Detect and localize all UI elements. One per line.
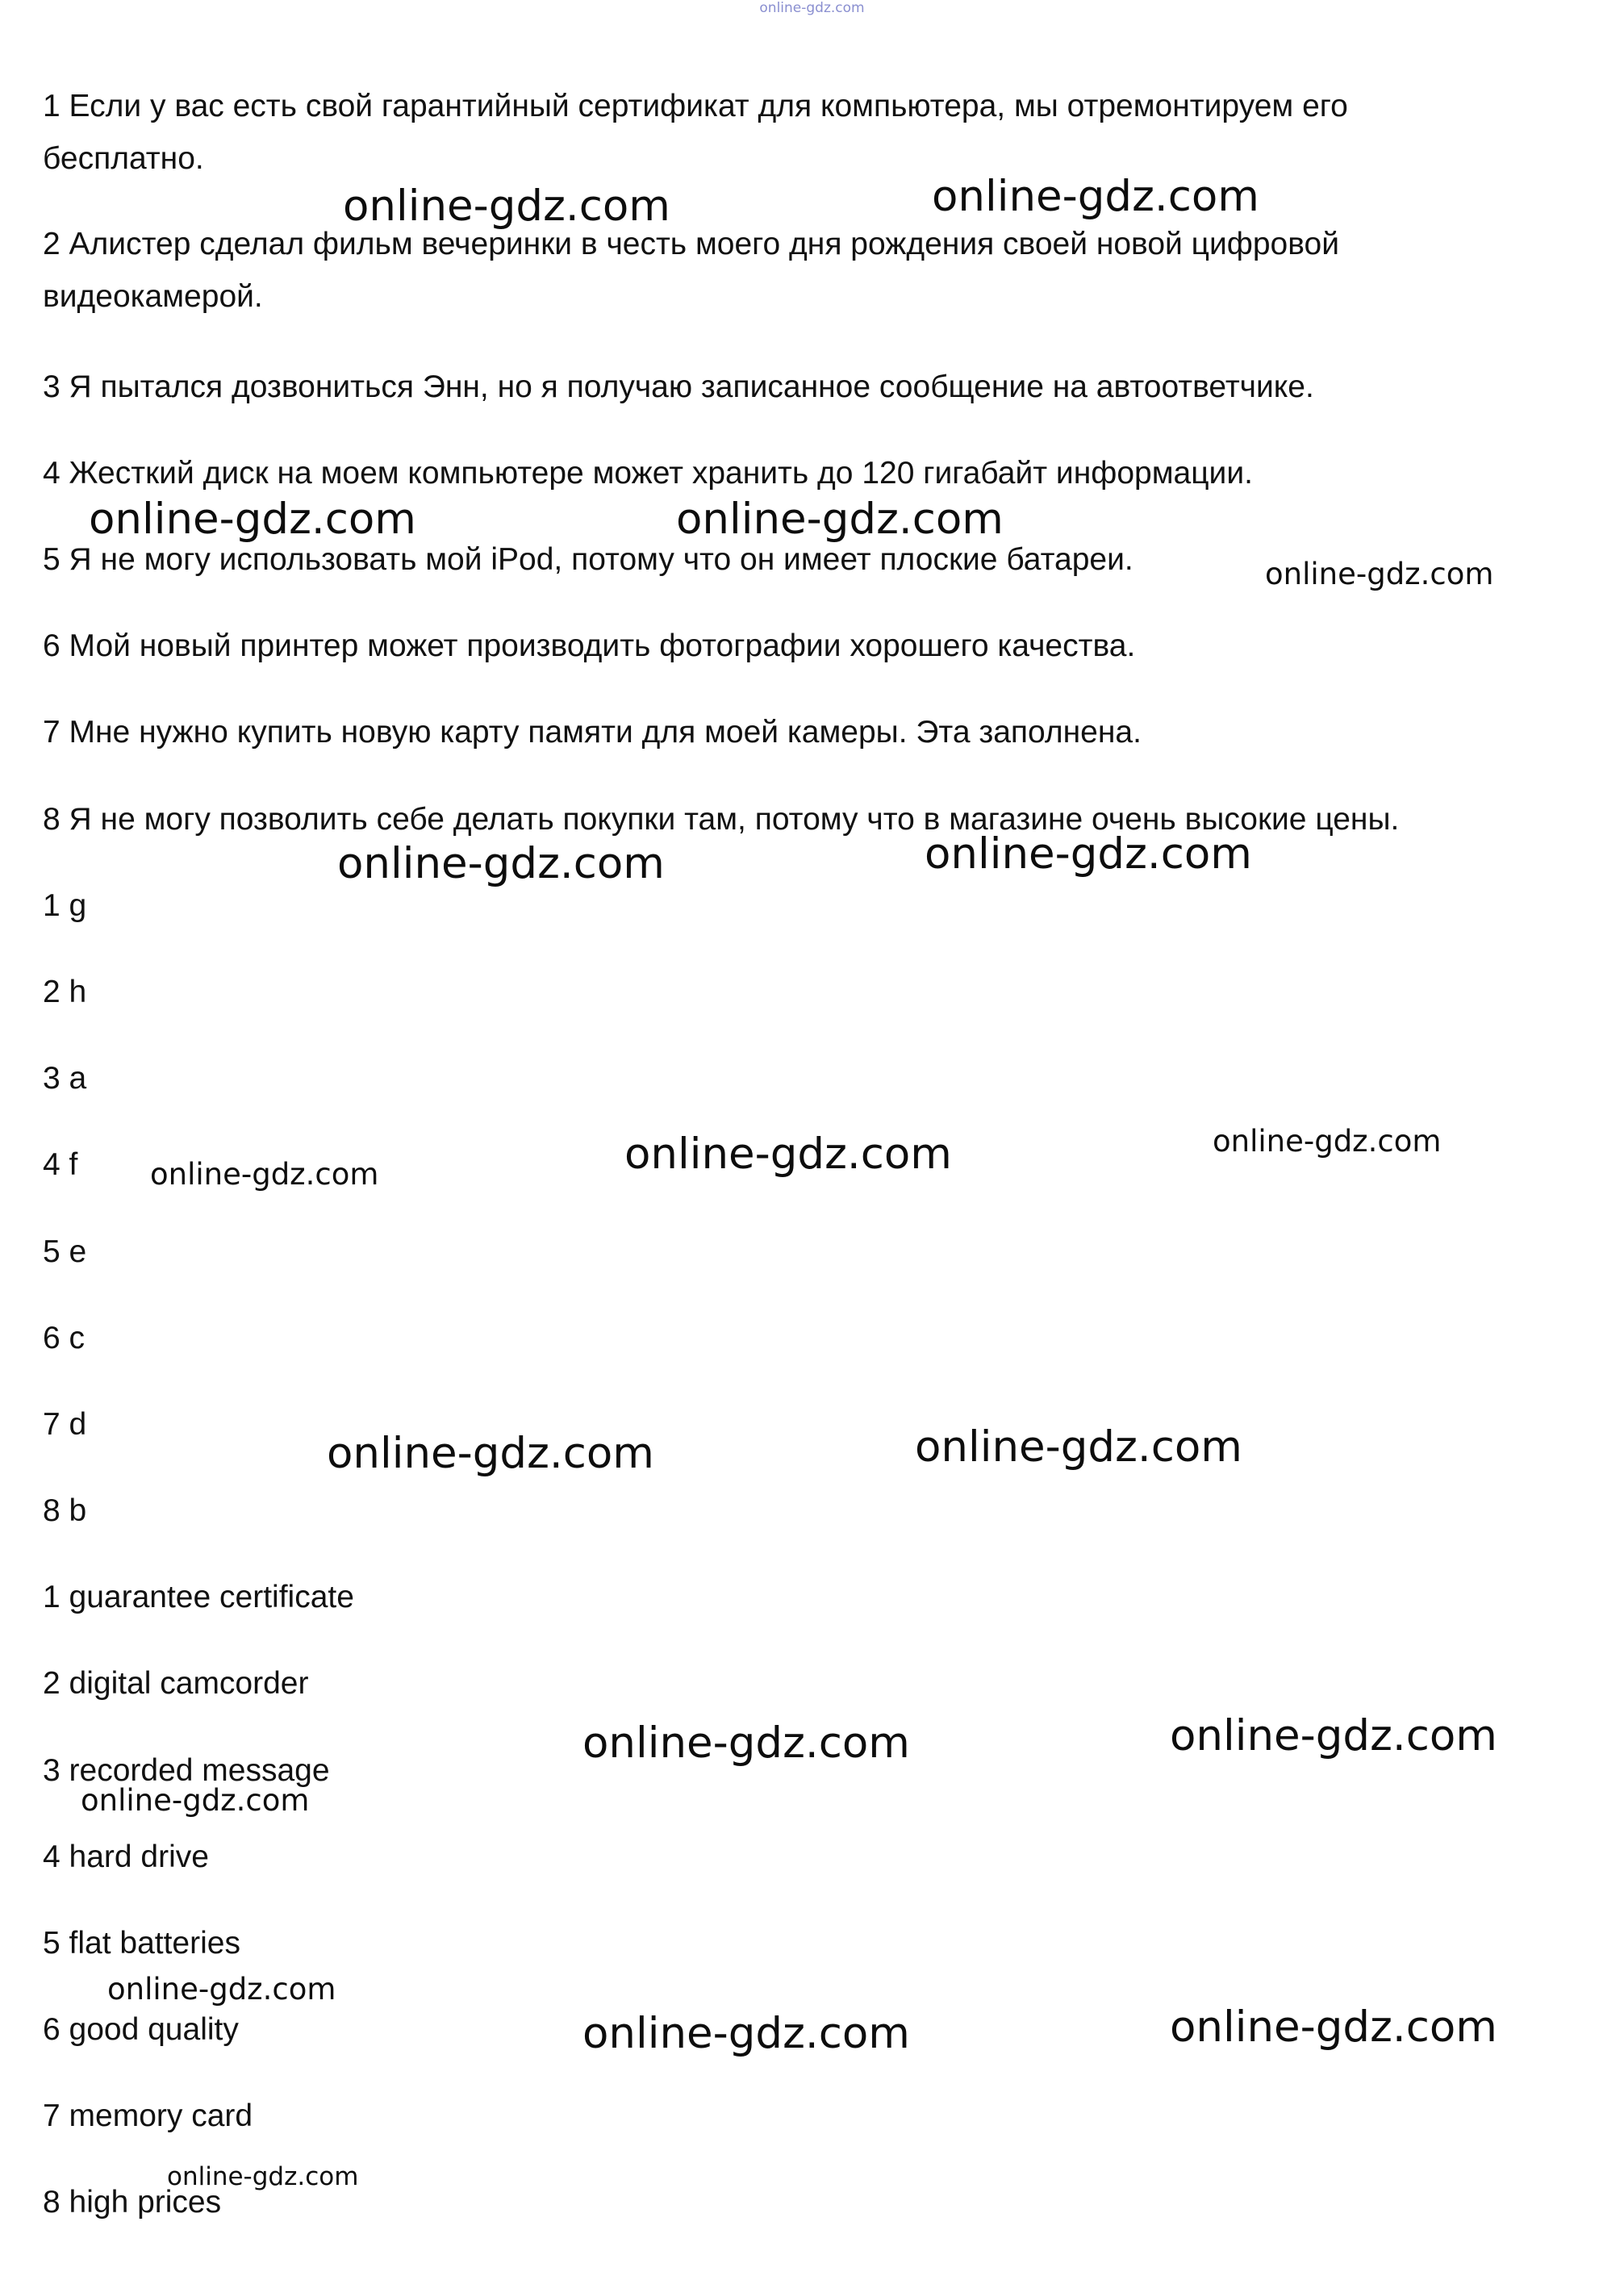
watermark: online-gdz.com	[1170, 2002, 1497, 2052]
sentence-7: 7 Мне нужно купить новую карту памяти для моей камеры. Эта заполнена.	[43, 715, 1142, 750]
sentence-8: 8 Я не могу позволить себе делать покупки там, потому что в магазине очень высокие цены.	[43, 802, 1400, 837]
match-3: 3 a	[43, 1061, 87, 1096]
watermark: online-gdz.com	[1265, 557, 1494, 591]
watermark: online-gdz.com	[327, 1429, 654, 1478]
match-4: 4 f	[43, 1147, 78, 1182]
phrase-6: 6 good quality	[43, 2012, 239, 2047]
sentence-4: 4 Жесткий диск на моем компьютере может хранить до 120 гигабайт информации.	[43, 456, 1253, 491]
watermark: online-gdz.com	[343, 182, 670, 231]
sentence-1-line-1: 1 Если у вас есть свой гарантийный сертификат для компьютера, мы отремонтируем его	[43, 89, 1348, 123]
sentence-1-line-2: бесплатно.	[43, 141, 204, 176]
sentence-3: 3 Я пытался дозвониться Энн, но я получаю записанное сообщение на автоответчике.	[43, 370, 1314, 404]
phrase-3: 3 recorded message	[43, 1753, 330, 1788]
sentence-2-line-2: видеокамерой.	[43, 279, 263, 314]
sentence-5: 5 Я не могу использовать мой iPod, потому что он имеет плоские батареи.	[43, 542, 1133, 577]
match-5: 5 e	[43, 1234, 87, 1269]
watermark: online-gdz.com	[337, 839, 665, 888]
watermark: online-gdz.com	[915, 1422, 1242, 1472]
watermark: online-gdz.com	[582, 2009, 910, 2058]
watermark: online-gdz.com	[1213, 1124, 1442, 1159]
header-watermark: online-gdz.com	[759, 0, 865, 16]
watermark: online-gdz.com	[107, 1972, 336, 2007]
phrase-1: 1 guarantee certificate	[43, 1580, 354, 1614]
phrase-4: 4 hard drive	[43, 1840, 209, 1874]
match-8: 8 b	[43, 1493, 87, 1528]
phrase-8: 8 high prices	[43, 2185, 222, 2220]
watermark: online-gdz.com	[582, 1718, 910, 1768]
watermark: online-gdz.com	[624, 1130, 952, 1179]
watermark: online-gdz.com	[89, 495, 416, 544]
watermark: online-gdz.com	[932, 172, 1259, 221]
phrase-5: 5 flat batteries	[43, 1926, 240, 1961]
sentence-2-line-1: 2 Алистер сделал фильм вечеринки в честь моего дня рождения своей новой цифровой	[43, 227, 1339, 261]
watermark: online-gdz.com	[167, 2162, 359, 2191]
match-6: 6 c	[43, 1321, 86, 1355]
watermark: online-gdz.com	[925, 829, 1252, 879]
sentence-6: 6 Мой новый принтер может производить фотографии хорошего качества.	[43, 629, 1136, 663]
phrase-2: 2 digital camcorder	[43, 1666, 309, 1701]
watermark: online-gdz.com	[150, 1157, 379, 1192]
match-2: 2 h	[43, 975, 87, 1009]
match-7: 7 d	[43, 1407, 87, 1442]
watermark: online-gdz.com	[1170, 1711, 1497, 1760]
watermark: online-gdz.com	[81, 1783, 310, 1818]
phrase-7: 7 memory card	[43, 2099, 253, 2133]
match-1: 1 g	[43, 888, 87, 923]
watermark: online-gdz.com	[676, 495, 1004, 544]
